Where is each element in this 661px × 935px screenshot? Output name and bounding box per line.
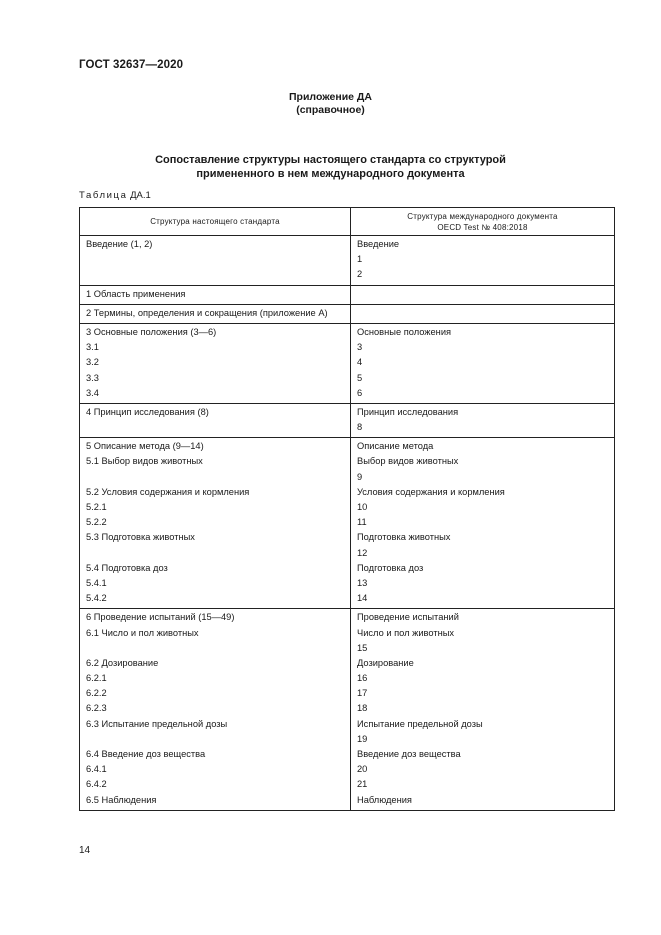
cell-line: 3.3 <box>86 372 99 383</box>
page-number: 14 <box>79 845 91 856</box>
cell-line: Дозирование <box>357 657 414 668</box>
cell-line: 6.2.3 <box>86 703 107 714</box>
cell-line <box>357 287 608 302</box>
cell-line: 6.5 Наблюдения <box>86 794 157 805</box>
table-row <box>80 304 615 323</box>
cell-international-structure <box>351 438 615 609</box>
cell-international-structure <box>351 236 615 286</box>
cell-line: 6 <box>357 387 363 398</box>
column-header-international-line-1: Структура международного документа <box>407 211 558 221</box>
cell-national-structure <box>80 438 351 609</box>
cell-line: 1 Область применения <box>86 288 186 299</box>
table-row <box>80 609 615 810</box>
appendix-subtitle: (справочное) <box>296 104 365 116</box>
table-row <box>80 438 615 609</box>
cell-line: Условия содержания и кормления <box>357 486 505 497</box>
cell-line: 6.2 Дозирование <box>86 657 159 668</box>
cell-line: 4 <box>357 357 363 368</box>
cell-line: 19 <box>357 733 368 744</box>
cell-line: 20 <box>357 764 368 775</box>
table-row <box>80 236 615 286</box>
cell-international-structure <box>351 285 615 304</box>
cell-line: 1 <box>357 254 363 265</box>
cell-line: 6.4.1 <box>86 764 107 775</box>
cell-line: Введение (1, 2) <box>86 239 153 249</box>
cell-national-structure <box>80 323 351 403</box>
cell-line: 6.3 Испытание предельной дозы <box>86 718 228 729</box>
cell-international-structure <box>351 403 615 437</box>
cell-line: 9 <box>357 471 363 482</box>
cell-national-structure <box>80 285 351 304</box>
column-header-national <box>80 208 351 236</box>
cell-line: Описание метода <box>357 441 434 452</box>
cell-line: 5.4.1 <box>86 577 107 588</box>
cell-line: Проведение испытаний <box>357 612 459 623</box>
cell-line: 5.2 Условия содержания и кормления <box>86 486 250 497</box>
cell-line: 5 Описание метода (9—14) <box>86 441 204 452</box>
cell-line: 6.2.2 <box>86 688 107 699</box>
column-header-national-text: Структура настоящего стандарта <box>150 217 280 226</box>
cell-line: Подготовка доз <box>357 562 424 573</box>
document-code: ГОСТ 32637—2020 <box>79 59 184 71</box>
table-caption <box>79 190 151 201</box>
cell-line: 3.4 <box>86 387 99 398</box>
cell-line: 5 <box>357 372 363 383</box>
cell-line <box>86 420 344 435</box>
cell-line: Наблюдения <box>357 794 412 805</box>
cell-line: Введение доз вещества <box>357 749 461 759</box>
cell-line: 18 <box>357 703 368 714</box>
cell-line: 21 <box>357 779 368 790</box>
column-header-international-line-2: OECD Test № 408:2018 <box>437 222 528 232</box>
table-row <box>80 323 615 403</box>
cell-line <box>86 641 344 656</box>
cell-line: 5.2.2 <box>86 517 107 528</box>
cell-line <box>86 252 344 267</box>
table-row <box>80 403 615 437</box>
appendix-heading <box>0 91 661 117</box>
cell-line: 3 <box>357 342 363 353</box>
table-row <box>80 285 615 304</box>
cell-line: 14 <box>357 593 368 604</box>
cell-line: 16 <box>357 673 368 684</box>
cell-line: 17 <box>357 688 368 699</box>
cell-line: 8 <box>357 422 363 433</box>
cell-line: 6.1 Число и пол животных <box>86 627 199 638</box>
cell-line: 3.2 <box>86 357 99 368</box>
cell-line: 12 <box>357 547 368 558</box>
cell-line <box>86 470 344 485</box>
table-caption-id: ДА.1 <box>130 190 151 201</box>
cell-line: Введение <box>357 239 400 249</box>
cell-line <box>86 546 344 561</box>
cell-line: Число и пол животных <box>357 627 455 638</box>
appendix-title: Приложение ДА <box>289 91 372 103</box>
cell-international-structure <box>351 323 615 403</box>
cell-line: 4 Принцип исследования (8) <box>86 406 209 417</box>
cell-national-structure <box>80 609 351 810</box>
section-title-line-1: Сопоставление структуры настоящего стандарта со структурой <box>155 154 506 166</box>
table-caption-prefix: Таблица <box>79 190 128 201</box>
cell-line: 11 <box>357 517 367 528</box>
cell-line: 6.2.1 <box>86 673 107 684</box>
cell-line: 13 <box>357 577 368 588</box>
cell-line: 5.3 Подготовка животных <box>86 532 195 543</box>
cell-national-structure <box>80 403 351 437</box>
cell-line: Основные положения <box>357 326 452 337</box>
cell-line: 5.2.1 <box>86 502 107 512</box>
cell-line: 6.4.2 <box>86 779 107 790</box>
cell-line: 2 <box>357 269 363 280</box>
cell-line <box>86 732 344 747</box>
cell-line <box>86 267 344 282</box>
cell-line: 6 Проведение испытаний (15—49) <box>86 612 235 623</box>
cell-line: 6.4 Введение доз вещества <box>86 749 206 759</box>
cell-international-structure <box>351 609 615 810</box>
cell-international-structure <box>351 304 615 323</box>
cell-line: 3 Основные положения (3—6) <box>86 326 217 337</box>
section-title <box>0 153 661 181</box>
table-body <box>80 236 615 811</box>
cell-line <box>357 306 608 321</box>
cell-line: 5.1 Выбор видов животных <box>86 456 203 467</box>
cell-national-structure <box>80 304 351 323</box>
table-header-row <box>80 208 615 236</box>
column-header-international <box>351 208 615 236</box>
cell-line: 2 Термины, определения и сокращения (приложение А) <box>86 307 328 318</box>
cell-line: 10 <box>357 502 368 512</box>
cell-line: 3.1 <box>86 342 99 353</box>
cell-national-structure <box>80 236 351 286</box>
comparison-table <box>79 207 615 811</box>
cell-line: Подготовка животных <box>357 532 451 543</box>
cell-line: Выбор видов животных <box>357 456 459 467</box>
cell-line: 5.4 Подготовка доз <box>86 562 168 573</box>
cell-line: Испытание предельной дозы <box>357 718 483 729</box>
cell-line: Принцип исследования <box>357 406 459 417</box>
cell-line: 15 <box>357 642 368 653</box>
section-title-line-2: примененного в нем международного документа <box>196 168 465 180</box>
cell-line: 5.4.2 <box>86 593 107 604</box>
